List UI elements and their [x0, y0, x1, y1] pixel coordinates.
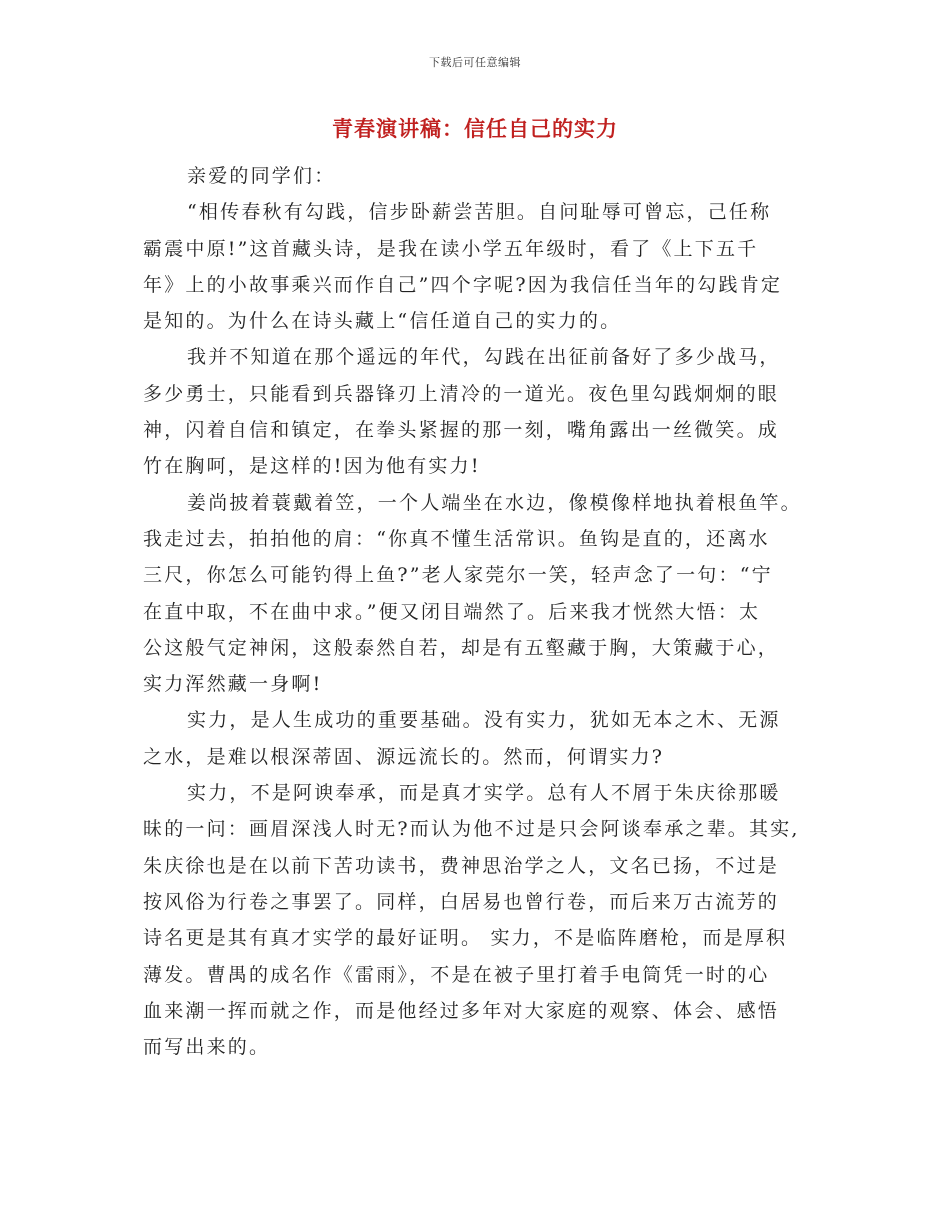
- body-text-line: 姜尚披着蓑戴着笠，一个人端坐在水边，像模像样地执着根鱼竿。: [187, 491, 802, 514]
- body-text-line: 亲爱的同学们：: [187, 165, 336, 187]
- body-text-line: 多少勇士，只能看到兵器锋刃上清冷的一道光。夜色里勾践炯炯的眼: [143, 382, 780, 405]
- body-text-line: 之水，是难以根深蒂固、源远流长的。然而，何谓实力?: [143, 745, 665, 768]
- body-text-line: 按风俗为行卷之事罢了。同样，白居易也曾行卷，而后来万古流芳的: [143, 890, 780, 913]
- body-text-line: 在直中取，不在曲中求。”便又闭目端然了。后来我才恍然大悟：太: [143, 600, 761, 623]
- body-text-line: “相传春秋有勾践，信步卧薪尝苦胆。自问耻辱可曾忘，己任称: [187, 201, 772, 224]
- body-text-line: 朱庆徐也是在以前下苦功读书，费神思治学之人，文名已扬，不过是: [143, 854, 780, 877]
- body-text-line: 实力，不是阿谀奉承，而是真才实学。总有人不屑于朱庆徐那暖: [187, 782, 781, 805]
- body-text-line: 霸震中原!”这首藏头诗，是我在读小学五年级时，看了《上下五千: [143, 237, 759, 260]
- body-text-line: 实力浑然藏一身啊!: [143, 673, 323, 696]
- body-text-line: 实力，是人生成功的重要基础。没有实力，犹如无本之木、无源: [187, 709, 781, 732]
- body-text-line: 公这般气定神闲，这般泰然自若，却是有五壑藏于胸，大策藏于心，: [143, 636, 780, 659]
- document-body: [143, 158, 813, 1065]
- body-text-line: 而写出来的。: [143, 1036, 271, 1059]
- body-text-line: 昧的一问：画眉深浅人时无?而认为他不过是只会阿谈奉承之辈。其实,: [143, 818, 800, 841]
- body-text-line: 诗名更是其有真才实学的最好证明。 实力，不是临阵磨枪，而是厚积: [143, 927, 788, 950]
- body-text-line: 血来潮一挥而就之作，而是他经过多年对大家庭的观察、体会、感悟: [143, 999, 780, 1022]
- body-text-line: 我并不知道在那个遥远的年代，勾践在出征前备好了多少战马，: [187, 346, 781, 369]
- body-text-line: 年》上的小故事乘兴而作自己”四个字呢?因为我信任当年的勾践肯定: [143, 273, 783, 296]
- body-text-line: 神，闪着自信和镇定，在拳头紧握的那一刻，嘴角露出一丝微笑。成: [143, 419, 780, 442]
- body-text-line: 薄发。曹禺的成名作《雷雨》，不是在被子里打着手电筒凭一时的心: [143, 963, 770, 986]
- page-header-note: 下载后可任意编辑: [429, 56, 521, 69]
- body-text-line: 是知的。为什么在诗头藏上“信任道自己的实力的。: [143, 310, 622, 333]
- body-text-line: 我走过去，拍拍他的肩：“你真不懂生活常识。鱼钩是直的，还离水: [143, 527, 770, 550]
- body-text-line: 三尺，你怎么可能钓得上鱼?”老人家莞尔一笑，轻声念了一句：“宁: [143, 564, 773, 587]
- document-title: 青春演讲稿：信任自己的实力: [332, 117, 618, 141]
- body-text-line: 竹在胸呵，是这样的!因为他有实力!: [143, 455, 481, 478]
